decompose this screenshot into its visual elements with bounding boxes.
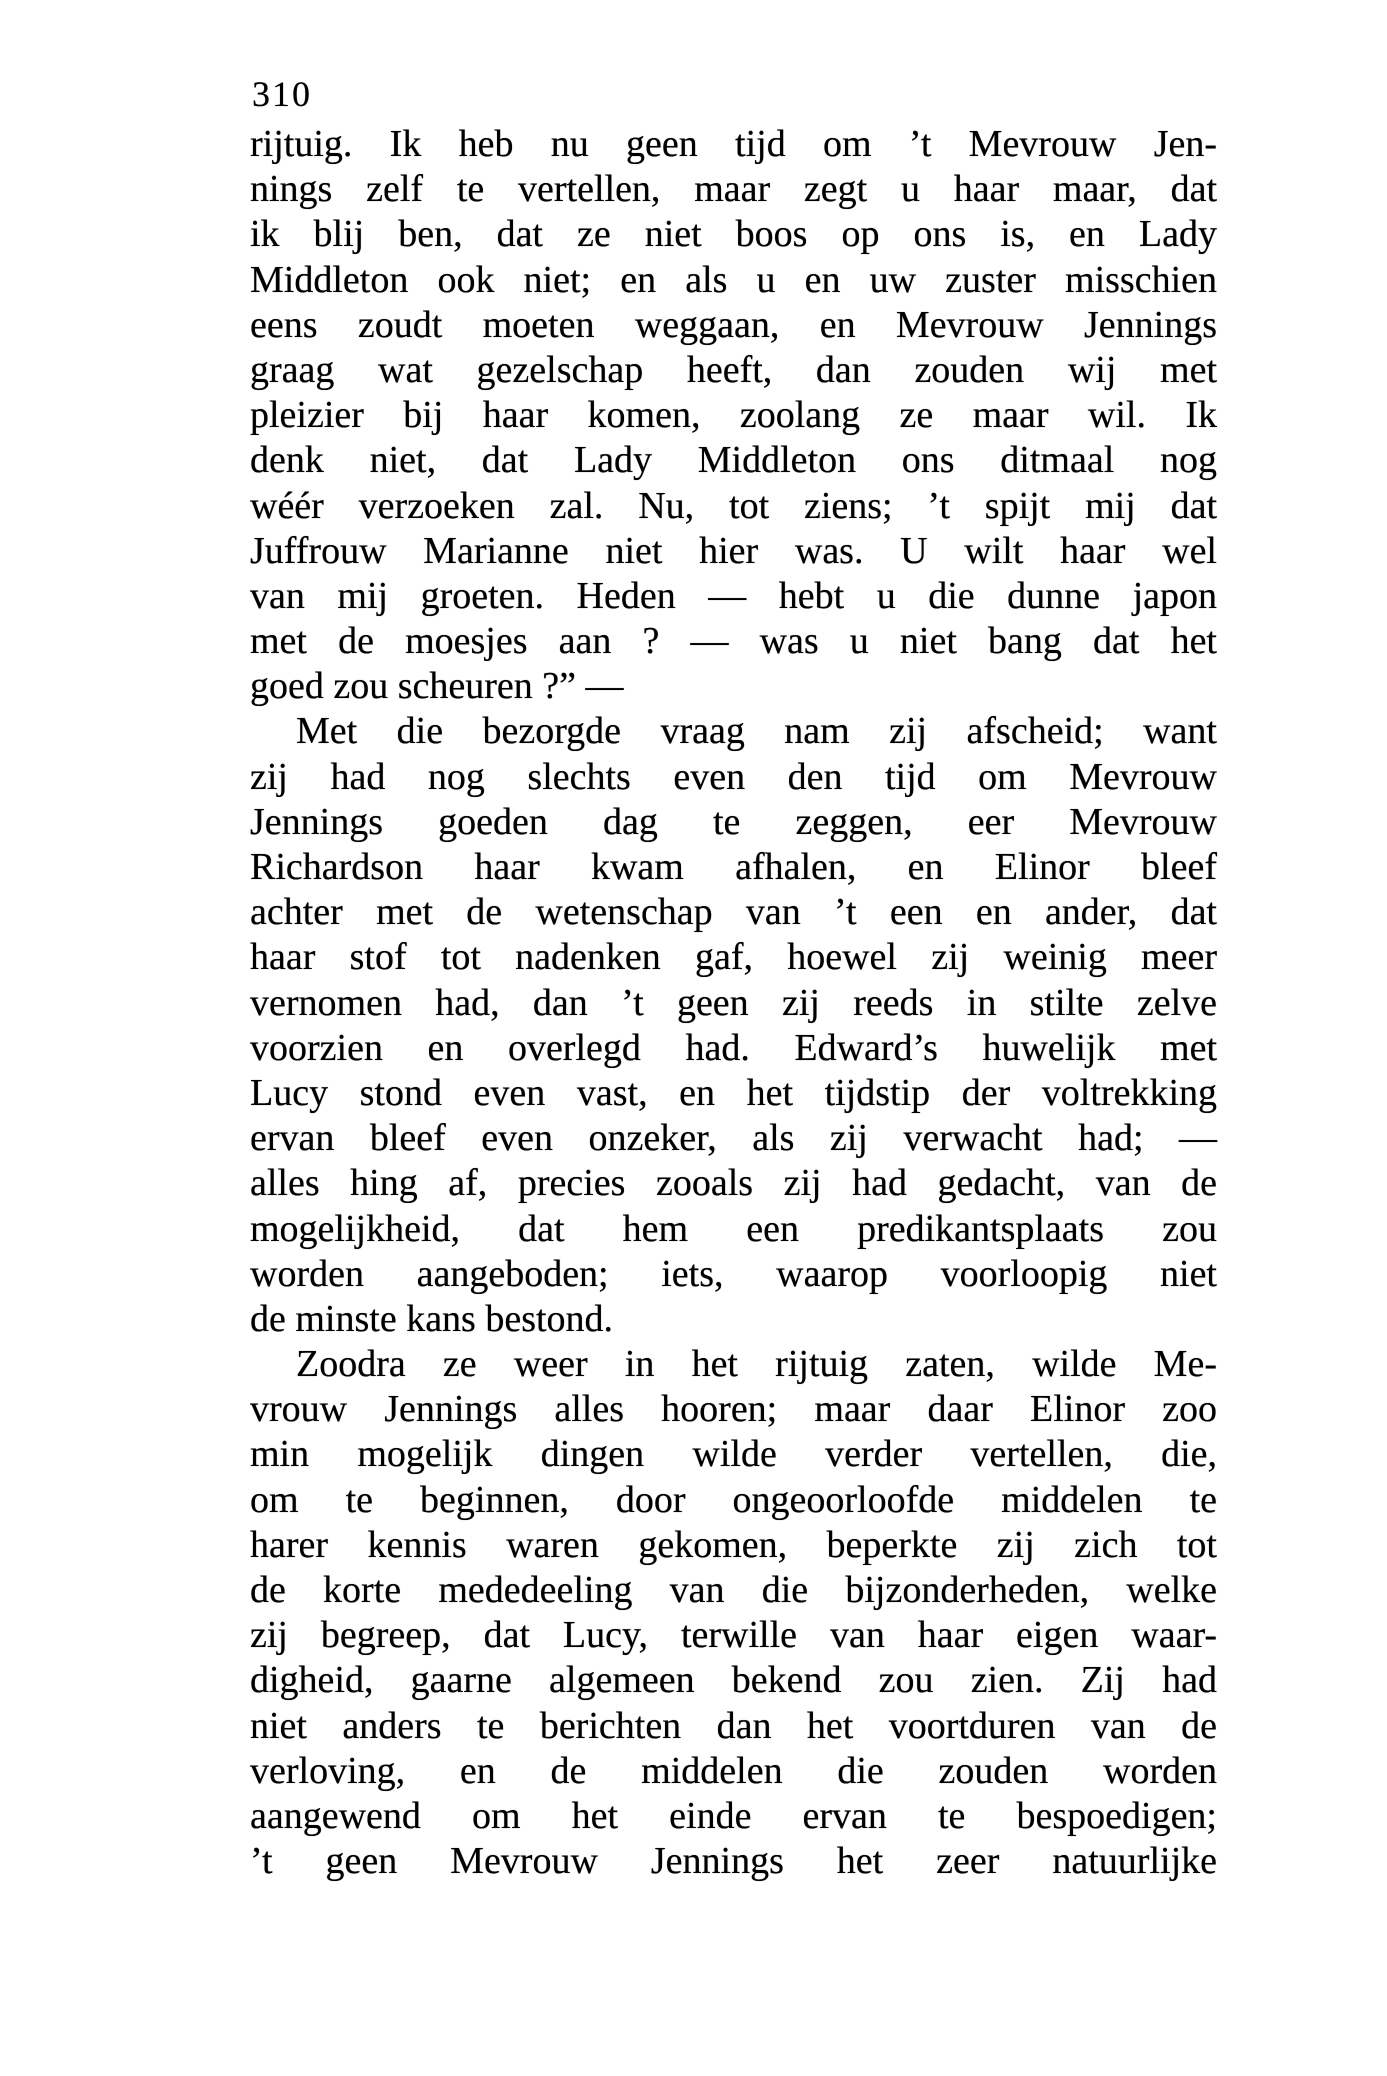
- text-line: wéér verzoeken zal. Nu, tot ziens; ’t spijt mij dat: [250, 484, 1217, 527]
- text-line: Richardson haar kwam afhalen, en Elinor bleef: [250, 846, 1217, 888]
- text-line: Middleton ook niet; en als u en uw zuster misschien: [250, 258, 1217, 301]
- text-line: aangewend om het einde ervan te bespoedigen;: [250, 1794, 1217, 1837]
- text-line: Met die bezorgde vraag nam zij afscheid; want: [296, 710, 1217, 753]
- text-line: Zoodra ze weer in het rijtuig zaten, wilde Me-: [296, 1343, 1217, 1386]
- text-line: de minste kans bestond.: [250, 1297, 614, 1340]
- text-line: Jennings goeden dag te zeggen, eer Mevrouw: [250, 800, 1217, 843]
- text-line: achter met de wetenschap van ’t een en ander, dat: [250, 891, 1217, 934]
- text-line: de korte mededeeling van die bijzonderheden, welke: [250, 1569, 1217, 1611]
- text-line: voorzien en overlegd had. Edward’s huwelijk met: [250, 1026, 1217, 1069]
- text-line: vernomen had, dan ’t geen zij reeds in stilte zelve: [250, 981, 1217, 1024]
- text-line: zij begreep, dat Lucy, terwille van haar eigen waar-: [250, 1614, 1217, 1657]
- text-line: ik blij ben, dat ze niet boos op ons is, en Lady: [250, 213, 1217, 256]
- text-line: goed zou scheuren ?” —: [250, 665, 624, 708]
- text-line: eens zoudt moeten weggaan, en Mevrouw Jennings: [250, 303, 1217, 346]
- text-line: pleizier bij haar komen, zoolang ze maar wil. Ik: [250, 394, 1217, 437]
- text-line: denk niet, dat Lady Middleton ons ditmaal nog: [250, 439, 1217, 482]
- page-number: 310: [252, 74, 312, 114]
- text-line: Juffrouw Marianne niet hier was. U wilt haar wel: [250, 529, 1217, 572]
- text-line: om te beginnen, door ongeoorloofde middelen te: [250, 1478, 1217, 1521]
- text-line: met de moesjes aan ? — was u niet bang dat het: [250, 620, 1217, 663]
- text-line: worden aangeboden; iets, waarop voorloopig niet: [250, 1252, 1217, 1295]
- text-line: zij had nog slechts even den tijd om Mevrouw: [250, 755, 1217, 798]
- text-line: mogelijkheid, dat hem een predikantsplaats zou: [250, 1207, 1217, 1250]
- text-line: van mij groeten. Heden — hebt u die dunne japon: [250, 574, 1217, 617]
- text-line: graag wat gezelschap heeft, dan zouden wij met: [250, 348, 1217, 391]
- text-line: nings zelf te vertellen, maar zegt u haar maar, dat: [250, 168, 1217, 211]
- text-line: rijtuig. Ik heb nu geen tijd om ’t Mevrouw Jen-: [250, 123, 1217, 165]
- text-line: alles hing af, precies zooals zij had gedacht, van de: [250, 1162, 1217, 1205]
- text-line: vrouw Jennings alles hooren; maar daar Elinor zoo: [250, 1388, 1217, 1431]
- text-line: ’t geen Mevrouw Jennings het zeer natuurlijke: [250, 1840, 1217, 1883]
- text-line: niet anders te berichten dan het voortduren van de: [250, 1704, 1217, 1747]
- body-text: [250, 122, 1217, 1884]
- text-line: ervan bleef even onzeker, als zij verwacht had; —: [250, 1117, 1217, 1160]
- text-line: Lucy stond even vast, en het tijdstip der voltrekking: [250, 1071, 1217, 1114]
- text-line: min mogelijk dingen wilde verder vertellen, die,: [250, 1433, 1217, 1476]
- text-line: verloving, en de middelen die zouden worden: [250, 1749, 1217, 1792]
- text-line: haar stof tot nadenken gaf, hoewel zij weinig meer: [250, 936, 1217, 979]
- text-line: digheid, gaarne algemeen bekend zou zien. Zij had: [250, 1659, 1217, 1702]
- text-line: harer kennis waren gekomen, beperkte zij zich tot: [250, 1523, 1217, 1566]
